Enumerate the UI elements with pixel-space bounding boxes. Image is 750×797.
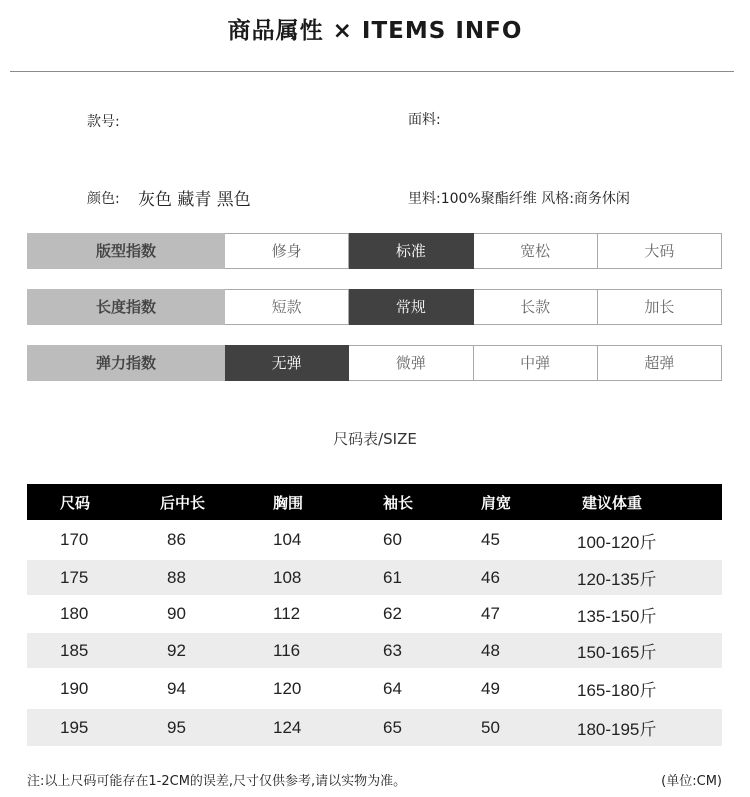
index-option: 长款 xyxy=(474,289,598,325)
page-title: 商品属性 × ITEMS INFO xyxy=(227,18,523,44)
colors-value: 灰色 藏青 黑色 xyxy=(138,190,251,210)
header-back-length: 后中长 xyxy=(155,484,273,520)
index-option: 大码 xyxy=(598,233,722,269)
cell-weight: 100-120斤 xyxy=(577,520,722,560)
cell-chest: 116 xyxy=(273,633,383,668)
cell-back-length: 90 xyxy=(155,595,273,633)
table-row xyxy=(27,633,722,668)
cell-size: 190 xyxy=(27,668,155,709)
index-option: 微弹 xyxy=(349,345,473,381)
cell-chest: 120 xyxy=(273,668,383,709)
fabric-label: 面料: xyxy=(408,112,441,128)
index-option-selected: 标准 xyxy=(349,233,473,269)
size-table xyxy=(27,484,722,746)
table-row xyxy=(27,595,722,633)
cell-back-length: 88 xyxy=(155,560,273,595)
index-row-length xyxy=(27,289,722,325)
cell-sleeve: 65 xyxy=(383,709,481,746)
index-option: 短款 xyxy=(225,289,349,325)
header-sleeve: 袖长 xyxy=(383,484,481,520)
header-shoulder: 肩宽 xyxy=(481,484,577,520)
cell-shoulder: 49 xyxy=(481,668,577,709)
cell-weight: 120-135斤 xyxy=(577,560,722,595)
table-row xyxy=(27,560,722,595)
size-note: 注:以上尺码可能存在1-2CM的误差,尺寸仅供参考,请以实物为准。 xyxy=(27,774,407,789)
cell-shoulder: 45 xyxy=(481,520,577,560)
cell-back-length: 92 xyxy=(155,633,273,668)
table-row xyxy=(27,709,722,746)
cell-size: 175 xyxy=(27,560,155,595)
index-option-selected: 无弹 xyxy=(225,345,349,381)
cell-size: 180 xyxy=(27,595,155,633)
cell-chest: 104 xyxy=(273,520,383,560)
cell-sleeve: 60 xyxy=(383,520,481,560)
cell-size: 185 xyxy=(27,633,155,668)
index-option: 加长 xyxy=(598,289,722,325)
cell-sleeve: 63 xyxy=(383,633,481,668)
header-size: 尺码 xyxy=(27,484,155,520)
colors-label: 颜色: xyxy=(87,191,120,207)
index-label: 弹力指数 xyxy=(27,345,225,381)
cell-weight: 150-165斤 xyxy=(577,633,722,668)
size-table-title: 尺码表/SIZE xyxy=(333,430,417,448)
cell-weight: 135-150斤 xyxy=(577,595,722,633)
cell-weight: 180-195斤 xyxy=(577,709,722,746)
cell-weight: 165-180斤 xyxy=(577,668,722,709)
cell-back-length: 95 xyxy=(155,709,273,746)
cell-shoulder: 50 xyxy=(481,709,577,746)
index-option: 修身 xyxy=(225,233,349,269)
table-row xyxy=(27,520,722,560)
cell-back-length: 94 xyxy=(155,668,273,709)
index-row-stretch xyxy=(27,345,722,381)
table-row xyxy=(27,668,722,709)
cell-chest: 112 xyxy=(273,595,383,633)
cell-sleeve: 61 xyxy=(383,560,481,595)
header-divider xyxy=(10,71,734,72)
cell-shoulder: 46 xyxy=(481,560,577,595)
index-option: 宽松 xyxy=(474,233,598,269)
cell-shoulder: 47 xyxy=(481,595,577,633)
index-label: 长度指数 xyxy=(27,289,225,325)
index-label: 版型指数 xyxy=(27,233,225,269)
unit-label: (单位:CM) xyxy=(661,774,722,789)
size-table-header-row xyxy=(27,484,722,520)
cell-back-length: 86 xyxy=(155,520,273,560)
header-weight: 建议体重 xyxy=(577,484,722,520)
cell-chest: 124 xyxy=(273,709,383,746)
style-number-label: 款号: xyxy=(87,114,120,130)
cell-chest: 108 xyxy=(273,560,383,595)
index-option: 中弹 xyxy=(474,345,598,381)
index-row-fit xyxy=(27,233,722,269)
cell-sleeve: 64 xyxy=(383,668,481,709)
cell-size: 195 xyxy=(27,709,155,746)
cell-sleeve: 62 xyxy=(383,595,481,633)
index-option-selected: 常规 xyxy=(349,289,473,325)
index-option: 超弹 xyxy=(598,345,722,381)
cell-shoulder: 48 xyxy=(481,633,577,668)
cell-size: 170 xyxy=(27,520,155,560)
lining-style-info: 里料:100%聚酯纤维 风格:商务休闲 xyxy=(408,191,630,207)
header-chest: 胸围 xyxy=(273,484,383,520)
